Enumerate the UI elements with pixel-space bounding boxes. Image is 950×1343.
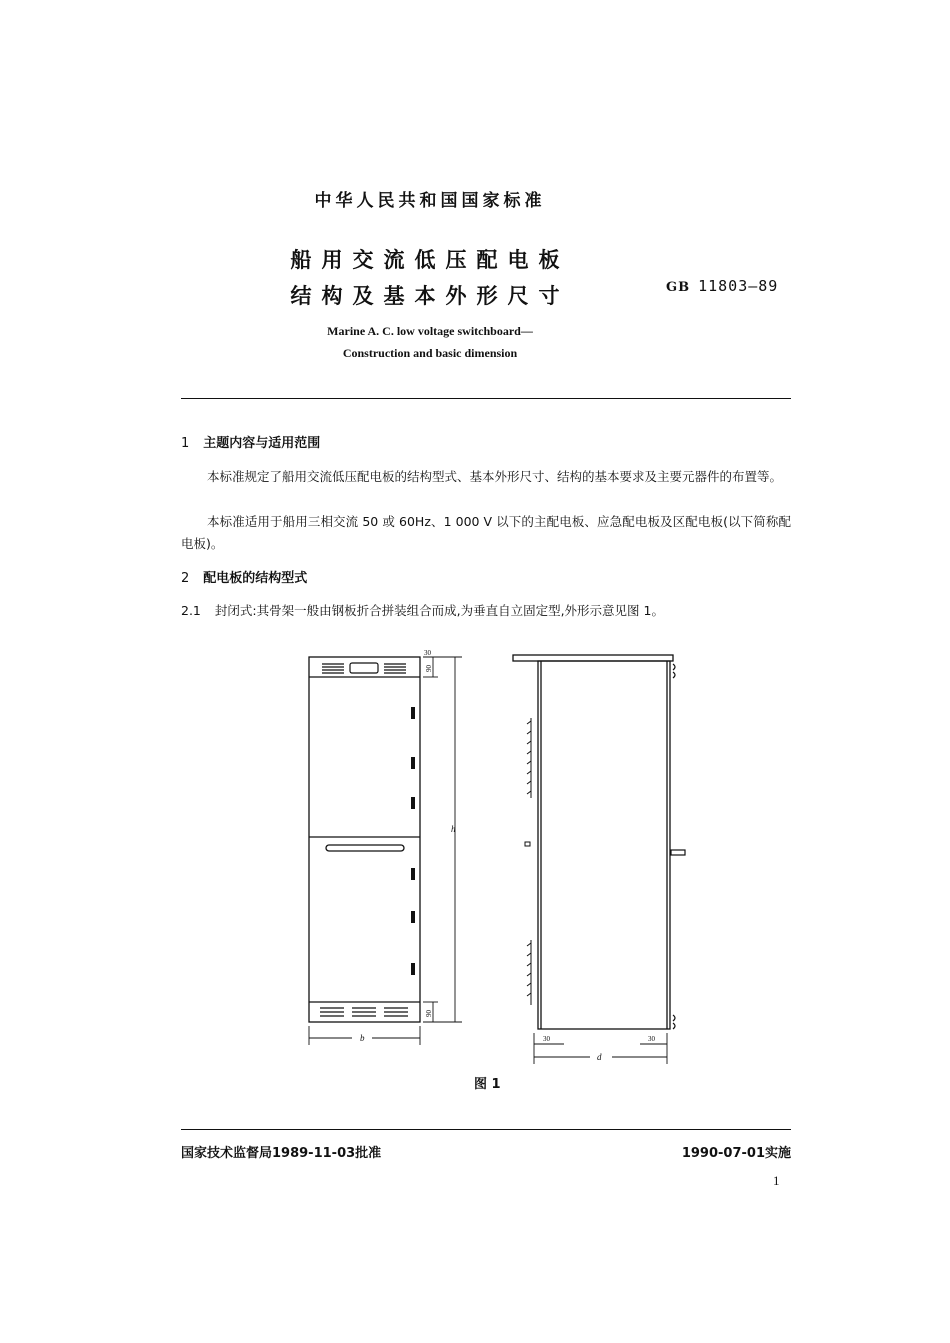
dim-bottom-label: 90 — [425, 1010, 433, 1017]
section-1-number: 1 — [181, 436, 190, 451]
side-right-hinges — [671, 664, 685, 1029]
dim-width-label: b — [360, 1033, 365, 1043]
english-title-line-1: Marine A. C. low voltage switchboard— — [327, 324, 533, 338]
figure-caption: 图 1 — [474, 1077, 501, 1092]
code-number: 11803—89 — [698, 277, 779, 295]
side-view — [513, 655, 685, 1064]
door-latches — [411, 707, 415, 975]
front-cabinet-outline — [309, 657, 420, 1022]
code-prefix: GB — [666, 280, 691, 295]
dim-top-small-label: 30 — [424, 649, 431, 657]
door-handle-bar — [326, 845, 404, 851]
side-dim-depth-label: d — [597, 1052, 602, 1062]
footer-rule — [181, 1129, 791, 1130]
title-line-1: 船用交流低压配电板 — [290, 248, 570, 272]
section-2-title: 配电板的结构型式 — [203, 571, 308, 586]
clause-2-1-number: 2.1 — [181, 603, 201, 618]
front-view — [309, 657, 462, 1045]
side-top-cap — [513, 655, 673, 661]
page-number: 1 — [773, 1173, 780, 1188]
side-left-louvers — [525, 718, 531, 1005]
effective-date: 1990-07-01实施 — [681, 1146, 791, 1161]
standard-category: 中华人民共和国国家标准 — [314, 191, 546, 211]
side-cabinet-body — [538, 661, 670, 1029]
section-1-paragraph-2: 本标准适用于船用三相交流 50 或 60Hz、1 000 V 以下的主配电板、应急配电板及区配电板(以下简称配电板)。 — [181, 514, 791, 551]
top-vents — [322, 663, 406, 673]
section-1-title: 主题内容与适用范围 — [203, 436, 321, 451]
english-title-line-2: Construction and basic dimension — [342, 346, 518, 360]
side-dim-left-label: 30 — [543, 1035, 550, 1043]
section-1-paragraph-1: 本标准规定了船用交流低压配电板的结构型式、基本外形尺寸、结构的基本要求及主要元器件的布置等。 — [207, 469, 783, 484]
clause-2-1-text: 封闭式:其骨架一般由钢板折合拼装组合而成,为垂直自立固定型,外形示意见图 1。 — [214, 603, 664, 618]
section-2-number: 2 — [181, 571, 190, 586]
dim-top-label: 90 — [425, 665, 433, 672]
title-line-2: 结构及基本外形尺寸 — [290, 284, 570, 308]
bottom-vents — [320, 1008, 408, 1016]
dim-height-label: h — [451, 824, 456, 834]
approval-note: 国家技术监督局1989-11-03批准 — [181, 1146, 382, 1161]
side-dim-right-label: 30 — [648, 1035, 655, 1043]
